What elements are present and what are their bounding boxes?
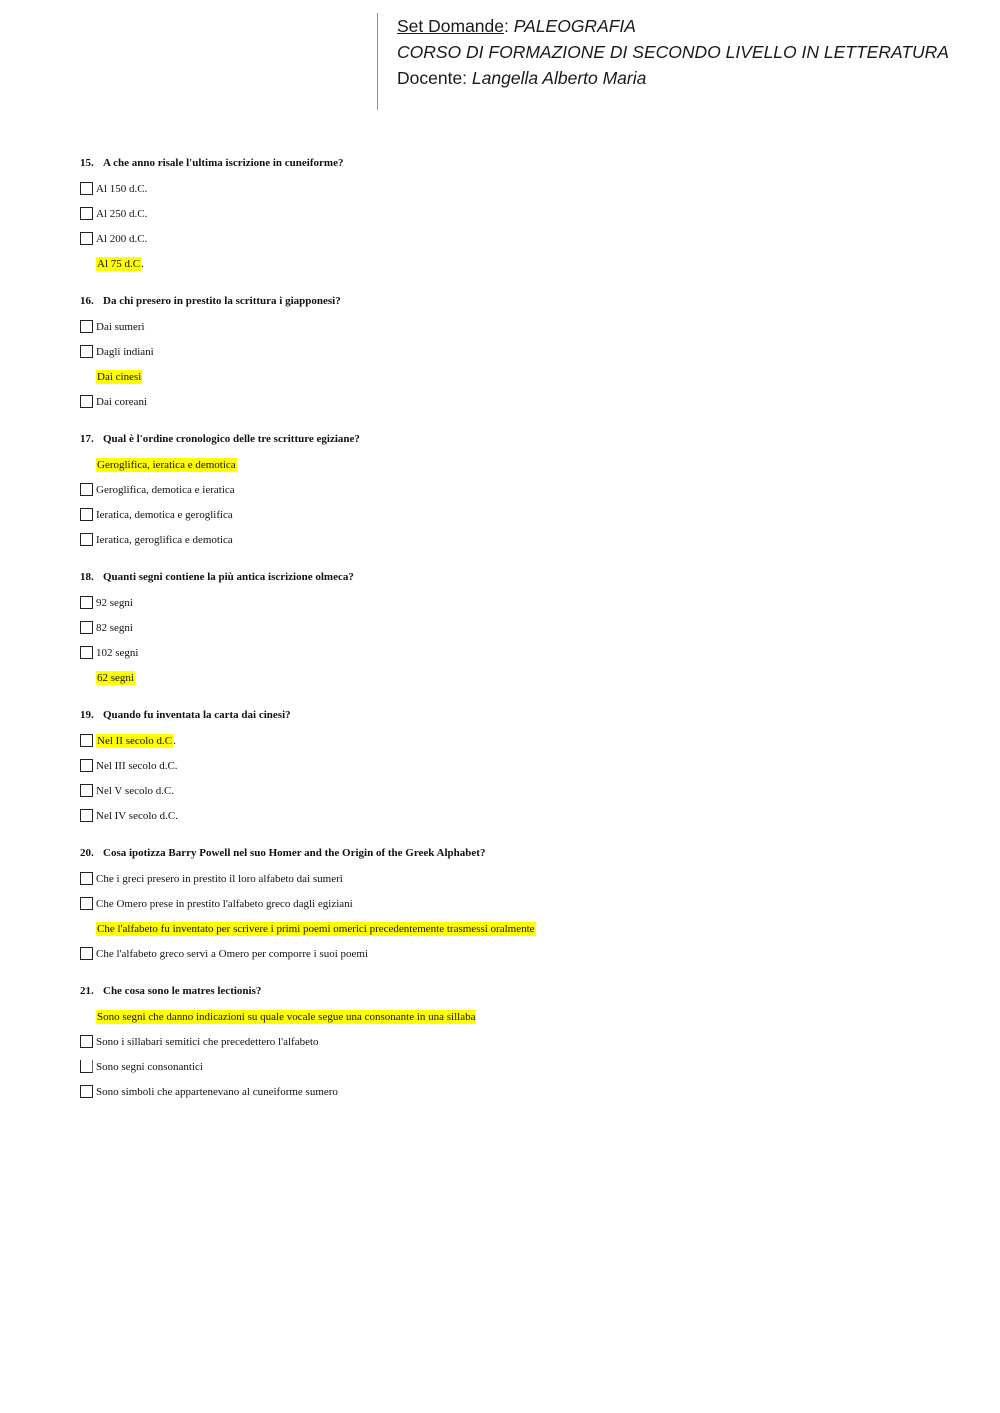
answer-option[interactable] xyxy=(80,616,960,641)
answer-text xyxy=(96,779,174,804)
answer-option[interactable] xyxy=(80,252,960,277)
answer-option[interactable] xyxy=(80,177,960,202)
question-20 xyxy=(80,843,960,967)
answer-text xyxy=(96,942,368,967)
answer-text xyxy=(96,340,154,365)
answer-checkbox[interactable] xyxy=(80,533,93,546)
answer-checkbox[interactable] xyxy=(80,897,93,910)
question-text: Che cosa sono le matres lectionis? xyxy=(103,985,262,997)
answer-option[interactable] xyxy=(80,340,960,365)
teacher-name: Langella Alberto Maria xyxy=(471,68,647,88)
answer-option[interactable] xyxy=(80,528,960,553)
answer-label: Che i greci presero in prestito il loro alfabeto dai sumeri xyxy=(96,873,343,885)
answer-option[interactable] xyxy=(80,867,960,892)
answer-checkbox[interactable] xyxy=(80,646,93,659)
answer-text xyxy=(96,252,144,277)
answer-checkbox[interactable] xyxy=(80,872,93,885)
question-title xyxy=(80,153,960,173)
question-text: Cosa ipotizza Barry Powell nel suo Homer and the Origin of the Greek Alphabet? xyxy=(103,847,486,859)
correct-answer-label: Nel II secolo d.C xyxy=(97,735,173,747)
answer-option[interactable] xyxy=(80,591,960,616)
answer-text xyxy=(96,1005,476,1030)
correct-answer-label: Dai cinesi xyxy=(97,371,142,383)
question-21 xyxy=(80,981,960,1105)
answer-label: Che Omero prese in prestito l'alfabeto greco dagli egiziani xyxy=(96,898,353,910)
answer-label: Ieratica, demotica e geroglifica xyxy=(96,509,233,521)
answer-text xyxy=(96,666,135,691)
answer-option[interactable] xyxy=(80,641,960,666)
answer-option[interactable] xyxy=(80,729,960,754)
question-text: Quando fu inventata la carta dai cinesi? xyxy=(103,709,291,721)
answer-label: Sono i sillabari semitici che precedettero l'alfabeto xyxy=(96,1036,319,1048)
answer-option[interactable] xyxy=(80,804,960,829)
question-18 xyxy=(80,567,960,691)
answer-text xyxy=(96,754,178,779)
question-number: 15. xyxy=(80,157,94,169)
answer-label: Al 150 d.C. xyxy=(96,183,148,195)
answer-checkbox[interactable] xyxy=(80,1060,93,1073)
answer-label: Geroglifica, demotica e ieratica xyxy=(96,484,235,496)
answer-checkbox[interactable] xyxy=(80,947,93,960)
question-number: 20. xyxy=(80,847,94,859)
answer-checkbox[interactable] xyxy=(80,1085,93,1098)
answer-checkbox[interactable] xyxy=(80,182,93,195)
answer-label: Dai sumeri xyxy=(96,321,145,333)
question-16 xyxy=(80,291,960,415)
answer-option[interactable] xyxy=(80,453,960,478)
correct-answer-label: 62 segni xyxy=(97,672,134,684)
question-number: 19. xyxy=(80,709,94,721)
answer-label: Nel III secolo d.C. xyxy=(96,760,178,772)
answer-label: Sono simboli che appartenevano al cuneiforme sumero xyxy=(96,1086,338,1098)
teacher-line xyxy=(397,65,987,91)
answer-checkbox[interactable] xyxy=(80,759,93,772)
answer-option[interactable] xyxy=(80,315,960,340)
question-15 xyxy=(80,153,960,277)
answer-option[interactable] xyxy=(80,917,960,942)
correct-answer-label: Al 75 d.C xyxy=(97,258,141,270)
answer-option[interactable] xyxy=(80,1005,960,1030)
answer-checkbox[interactable] xyxy=(80,320,93,333)
answer-text xyxy=(96,729,176,754)
answer-option[interactable] xyxy=(80,390,960,415)
answer-option[interactable] xyxy=(80,666,960,691)
question-number: 16. xyxy=(80,295,94,307)
answer-text xyxy=(96,1055,203,1080)
answer-label: 82 segni xyxy=(96,622,133,634)
question-17 xyxy=(80,429,960,553)
answer-checkbox[interactable] xyxy=(80,784,93,797)
set-label: Set Domande xyxy=(397,16,505,36)
answer-text xyxy=(96,227,147,252)
answer-option[interactable] xyxy=(80,1080,960,1105)
answer-text xyxy=(96,804,178,829)
answer-option[interactable] xyxy=(80,779,960,804)
answer-text xyxy=(96,616,133,641)
answer-label: Sono segni consonantici xyxy=(96,1061,203,1073)
correct-answer-label: Geroglifica, ieratica e demotica xyxy=(97,459,236,471)
answer-label: Al 200 d.C. xyxy=(96,233,148,245)
correct-answer-label: Sono segni che danno indicazioni su quale vocale segue una consonante in una sillaba xyxy=(97,1011,476,1023)
question-title xyxy=(80,429,960,449)
answer-label: 92 segni xyxy=(96,597,133,609)
answer-suffix: . xyxy=(141,258,144,270)
set-separator: : xyxy=(504,16,514,36)
question-title xyxy=(80,843,960,863)
answer-checkbox[interactable] xyxy=(80,395,93,408)
answer-label: Che l'alfabeto greco servì a Omero per comporre i suoi poemi xyxy=(96,948,368,960)
question-text: A che anno risale l'ultima iscrizione in cuneiforme? xyxy=(103,157,344,169)
question-number: 17. xyxy=(80,433,94,445)
question-text: Da chi presero in prestito la scrittura i giapponesi? xyxy=(103,295,341,307)
set-value: PALEOGRAFIA xyxy=(513,16,636,36)
answer-text xyxy=(96,1080,338,1105)
answer-label: Nel IV secolo d.C. xyxy=(96,810,178,822)
answer-suffix: . xyxy=(173,735,176,747)
answer-checkbox[interactable] xyxy=(80,621,93,634)
answer-text xyxy=(96,390,147,415)
answer-checkbox[interactable] xyxy=(80,232,93,245)
answer-checkbox[interactable] xyxy=(80,345,93,358)
answer-text xyxy=(96,478,235,503)
answer-label: Nel V secolo d.C. xyxy=(96,785,175,797)
answer-label: 102 segni xyxy=(96,647,139,659)
answer-option[interactable] xyxy=(80,1030,960,1055)
question-title xyxy=(80,981,960,1001)
answer-text xyxy=(96,641,138,666)
answer-option[interactable] xyxy=(80,503,960,528)
answer-text xyxy=(96,503,233,528)
answer-label: Dai coreani xyxy=(96,396,147,408)
answer-text xyxy=(96,591,133,616)
answer-text xyxy=(96,528,233,553)
answer-option[interactable] xyxy=(80,227,960,252)
answer-text xyxy=(96,1030,319,1055)
question-title xyxy=(80,291,960,311)
question-text: Quanti segni contiene la più antica iscrizione olmeca? xyxy=(103,571,354,583)
answer-text xyxy=(96,202,147,227)
question-title xyxy=(80,705,960,725)
question-title xyxy=(80,567,960,587)
answer-text xyxy=(96,867,343,892)
answer-text xyxy=(96,365,142,390)
question-number: 21. xyxy=(80,985,94,997)
answer-checkbox[interactable] xyxy=(80,483,93,496)
answer-text xyxy=(96,315,145,340)
question-number: 18. xyxy=(80,571,94,583)
answer-option[interactable] xyxy=(80,942,960,967)
answer-checkbox[interactable] xyxy=(80,596,93,609)
answer-option[interactable] xyxy=(80,1055,960,1080)
set-line xyxy=(397,13,987,39)
answer-text xyxy=(96,177,147,202)
answer-label: Dagli indiani xyxy=(96,346,154,358)
question-19 xyxy=(80,705,960,829)
answer-option[interactable] xyxy=(80,202,960,227)
question-list xyxy=(80,153,960,1119)
teacher-label: Docente: xyxy=(397,68,472,88)
answer-option[interactable] xyxy=(80,478,960,503)
course-title: CORSO DI FORMAZIONE DI SECONDO LIVELLO IN LETTERATURA xyxy=(397,42,949,62)
answer-checkbox[interactable] xyxy=(80,1035,93,1048)
answer-option[interactable] xyxy=(80,754,960,779)
answer-option[interactable] xyxy=(80,365,960,390)
answer-option[interactable] xyxy=(80,892,960,917)
answer-checkbox[interactable] xyxy=(80,809,93,822)
document-header xyxy=(377,13,987,110)
answer-text xyxy=(96,892,353,917)
answer-checkbox[interactable] xyxy=(80,207,93,220)
question-text: Qual è l'ordine cronologico delle tre scritture egiziane? xyxy=(103,433,360,445)
answer-label: Ieratica, geroglifica e demotica xyxy=(96,534,233,546)
answer-text xyxy=(96,917,536,942)
answer-checkbox[interactable] xyxy=(80,734,93,747)
answer-checkbox[interactable] xyxy=(80,508,93,521)
correct-answer-label: Che l'alfabeto fu inventato per scrivere i primi poemi omerici precedentemente trasmessi oralmente xyxy=(97,923,535,935)
answer-label: Al 250 d.C. xyxy=(96,208,148,220)
answer-text xyxy=(96,453,237,478)
